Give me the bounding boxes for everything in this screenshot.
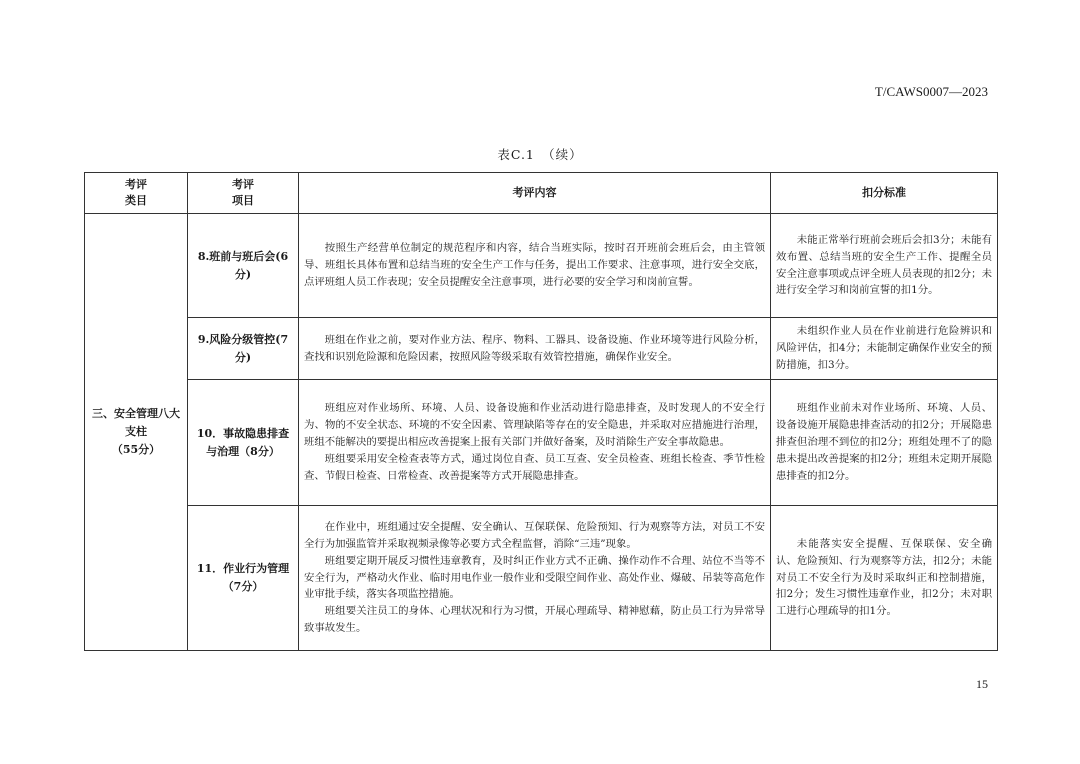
table-row [85, 318, 998, 380]
table-header-row [85, 173, 998, 214]
content-cell [299, 214, 771, 318]
table-row [85, 214, 998, 318]
criteria-text: 未能正常举行班前会班后会扣3分；未能有效布置、总结当班的安全生产工作、提醒全员安全注意事项或点评全班人员表现的扣2分；未进行安全学习和岗前宣誓的扣1分。 [776, 233, 992, 297]
criteria-text: 未组织作业人员在作业前进行危险辨识和风险评估，扣4分；未能制定确保作业安全的预防措施，扣3分。 [776, 325, 992, 371]
criteria-text: 班组作业前未对作业场所、环境、人员、设备设施开展隐患排查活动的扣2分；开展隐患排查但治理不到位的扣2分；班组处理不了的隐患未提出改善提案的扣2分；班组未定期开展隐患排查的扣2分。 [776, 402, 992, 482]
content-paragraph: 班组要采用安全检查表等方式，通过岗位自查、员工互查、安全员检查、班组长检查、季节性检查、节假日检查、日常检查、改善提案等方式开展隐患排查。 [304, 452, 765, 482]
content-paragraph: 在作业中，班组通过安全提醒、安全确认、互保联保、危险预知、行为观察等方法，对员工不安全行为加强监管并采取视频录像等必要方式全程监督，消除“三违”现象。 [304, 521, 765, 550]
evaluation-table [84, 172, 998, 651]
criteria-cell [771, 380, 998, 506]
header-item: 考评 项目 [188, 173, 299, 214]
content-paragraph: 班组应对作业场所、环境、人员、设备设施和作业活动进行隐患排查，及时发现人的不安全行为、物的不安全状态、环境的不安全因素、管理缺陷等存在的安全隐患，并采取对应措施进行治理，班组不能解决的要提出相应改善提案上报有关部门并做好备案，及时消除生产安全事故隐患。 [304, 402, 765, 449]
item-cell: 9.风险分级管控(7 分) [188, 318, 299, 380]
document-code: T/CAWS0007—2023 [874, 84, 988, 99]
header-content: 考评内容 [299, 173, 771, 214]
header-criteria: 扣分标准 [771, 173, 998, 214]
item-cell: 10．事故隐患排查 与治理（8分） [188, 380, 299, 506]
item-cell: 8.班前与班后会(6 分) [188, 214, 299, 318]
content-cell [299, 506, 771, 651]
page-number: 15 [976, 677, 988, 691]
content-cell [299, 380, 771, 506]
item-cell: 11．作业行为管理 （7分） [188, 506, 299, 651]
header-category: 考评 类目 [85, 173, 188, 214]
content-paragraph: 班组要关注员工的身体、心理状况和行为习惯，开展心理疏导、精神慰藉，防止员工行为异常导致事故发生。 [304, 605, 765, 635]
content-paragraph: 班组要定期开展反习惯性违章教育，及时纠正作业方式不正确、操作动作不合理、站位不当等不安全行为，严格动火作业、临时用电作业一般作业和受限空间作业、高处作业、爆破、吊装等高危作业审批手续，落实各项监控措施。 [304, 554, 765, 601]
category-cell: 三、安全管理八大 支柱 （55分） [85, 214, 188, 651]
table-row [85, 380, 998, 506]
criteria-cell [771, 318, 998, 380]
content-cell [299, 318, 771, 380]
table-caption: 表C.1 （续） [497, 147, 583, 162]
criteria-cell [771, 214, 998, 318]
criteria-text: 未能落实安全提醒、互保联保、安全确认、危险预知、行为观察等方法，扣2分；未能对员工不安全行为及时采取纠正和控制措施，扣2分；发生习惯性违章作业，扣2分；未对职工进行心理疏导的扣1分。 [776, 537, 992, 618]
content-paragraph: 班组在作业之前，要对作业方法、程序、物料、工器具、设备设施、作业环境等进行风险分析，查找和识别危险源和危险因素，按照风险等级采取有效管控措施，确保作业安全。 [304, 333, 765, 363]
criteria-cell [771, 506, 998, 651]
content-paragraph: 按照生产经营单位制定的规范程序和内容，结合当班实际，按时召开班前会班后会，由主管领导、班组长具体布置和总结当班的安全生产工作与任务，提出工作要求、注意事项，进行安全交底，点评班组人员工作表现；安全员提醒安全注意事项，进行必要的安全学习和岗前宣誓。 [304, 242, 765, 288]
table-row [85, 506, 998, 651]
